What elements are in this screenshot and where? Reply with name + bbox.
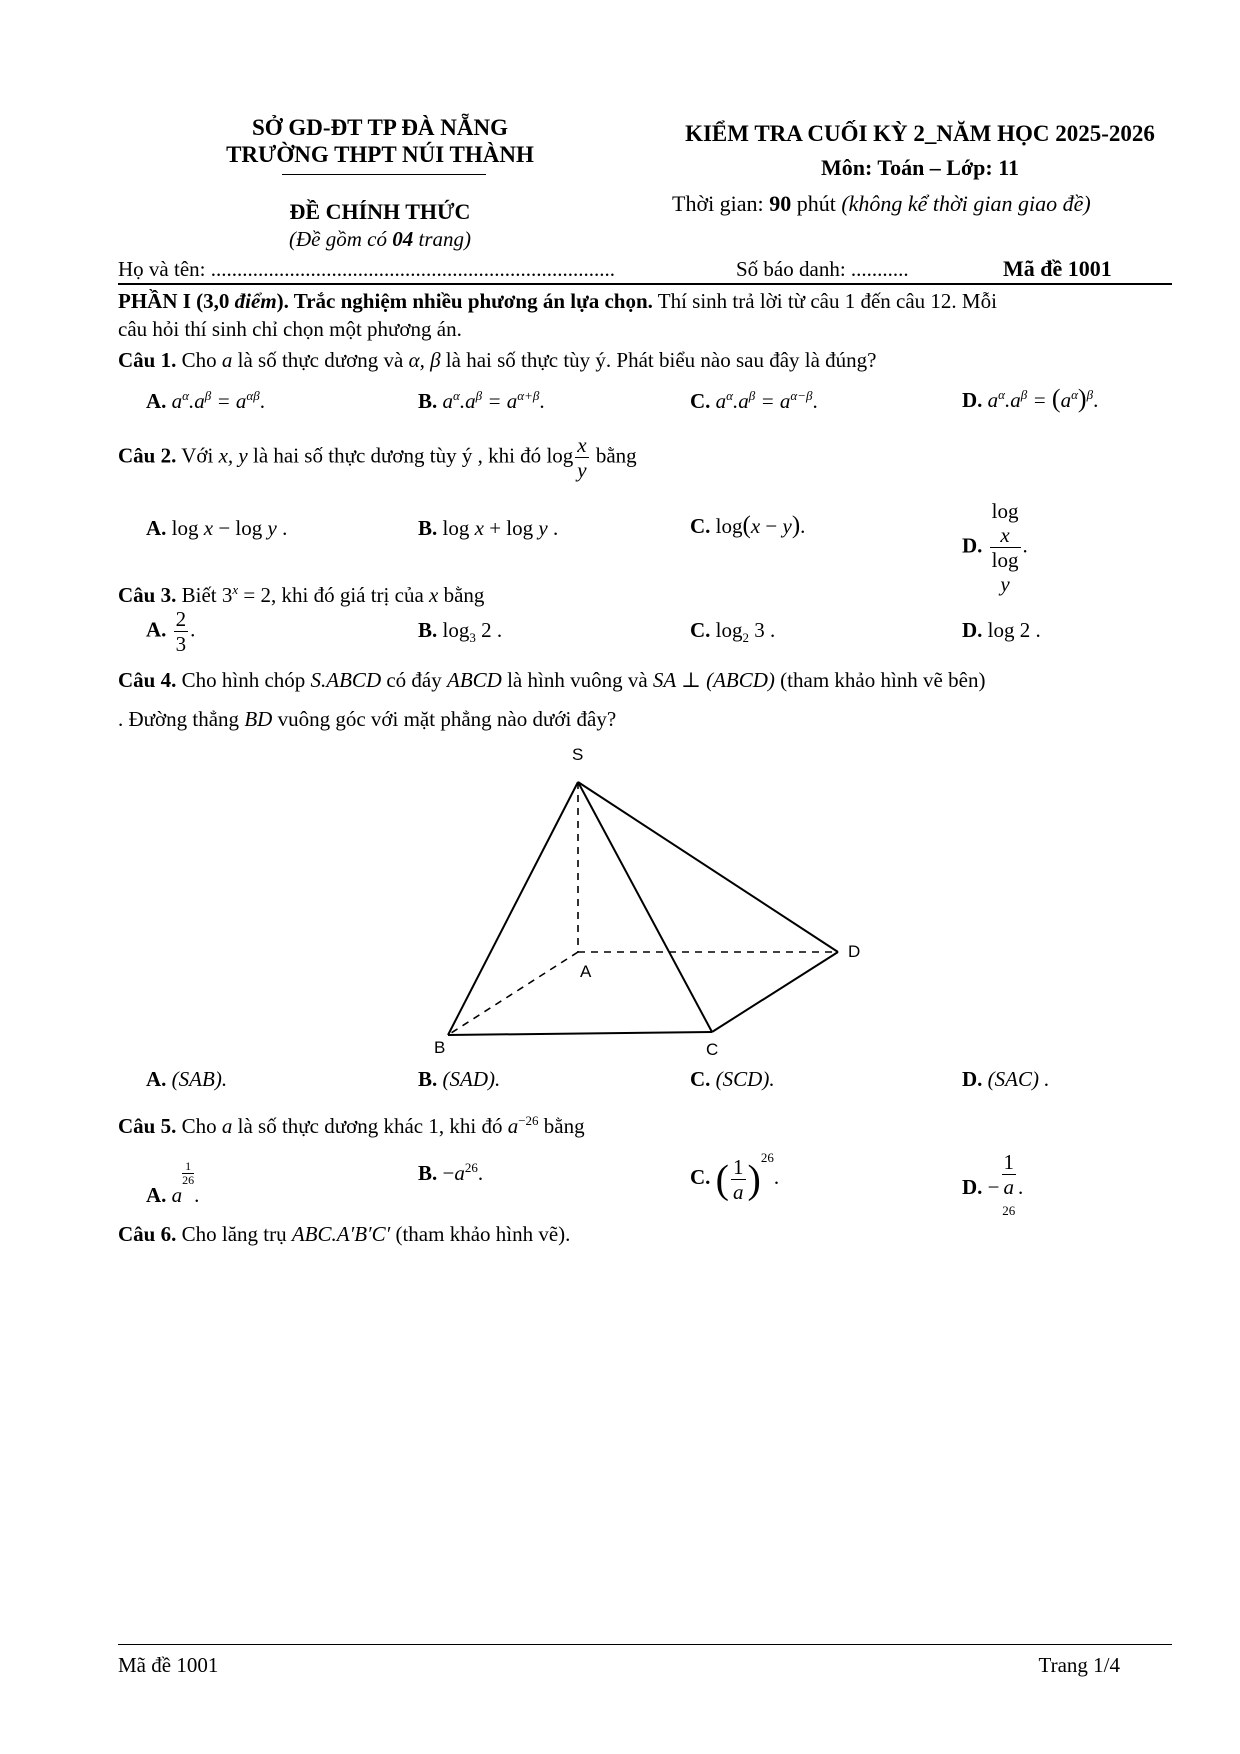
edge-sc	[578, 782, 712, 1032]
q2-option-b: B. log x + log y .	[418, 516, 559, 540]
vertex-label-a: A	[580, 962, 592, 981]
subject-line: Môn: Toán – Lớp: 11	[820, 155, 1020, 180]
question-4-line2: . Đường thẳng BD vuông góc với mặt phẳng nào dưới đây?	[118, 707, 617, 731]
pyramid-figure	[420, 740, 890, 1070]
q5-option-c: C. ( $\frac{1}{a}$ )$^{26}$.	[690, 1150, 780, 1204]
school-underline	[282, 174, 486, 175]
q1-option-c: C. $a^\alpha.a^\beta = a^{\alpha-\beta}$.	[690, 388, 818, 413]
candidate-number-field: Số báo danh: ...........	[736, 257, 909, 281]
vertex-label-c: C	[706, 1040, 719, 1059]
q2-option-d: D. log x log y .	[962, 499, 1028, 596]
part1-heading-line2: câu hỏi thí sinh chỉ chọn một phương án.	[118, 317, 462, 341]
page-count-note: (Đề gồm có 04 trang)	[289, 227, 471, 251]
school-name: TRƯỜNG THPT NÚI THÀNH	[226, 142, 534, 167]
footer-exam-code: Mã đề 1001	[118, 1653, 219, 1677]
q5-option-a: A. a $\frac{1}{26}$ .	[146, 1159, 200, 1207]
q4-option-a: A. (SAB).	[146, 1067, 228, 1091]
q5-option-d: D. − 1 a $^{26}$ .	[962, 1150, 1024, 1218]
department-name: SỞ GD-ĐT TP ĐÀ NẴNG	[251, 115, 509, 140]
q2-option-a: A. log x − log y .	[146, 516, 288, 540]
q2-option-c: C. log(x − y).	[690, 512, 806, 539]
edge-cd	[712, 952, 838, 1032]
vertex-label-b: B	[434, 1038, 446, 1057]
question-2: Câu 2. Với x, y là hai số thực dương tùy ý , khi đó log $\frac{x}{y}$ bằng	[118, 433, 637, 482]
question-3: Câu 3. Biết $3^x = 2$, khi đó giá trị của x bằng	[118, 582, 485, 607]
header-divider	[118, 283, 1172, 285]
q1-option-b: B. $a^\alpha.a^\beta = a^{\alpha+\beta}$.	[418, 388, 545, 413]
question-4: Câu 4. Cho hình chóp S.ABCD có đáy ABCD là hình vuông và SA ⊥ (ABCD) (tham khảo hình vẽ bên)	[118, 668, 986, 692]
footer-divider	[118, 1644, 1172, 1645]
question-1: Câu 1. Cho a là số thực dương và α, β là hai số thực tùy ý. Phát biểu nào sau đây là đúng?	[118, 348, 877, 372]
q4-option-b: B. (SAD).	[418, 1067, 501, 1091]
vertex-label-d: D	[848, 942, 861, 961]
exam-code: Mã đề 1001	[1003, 256, 1112, 281]
exam-title: KIỂM TRA CUỐI KỲ 2_NĂM HỌC 2025-2026	[685, 121, 1155, 146]
q1-option-d: D. $a^\alpha.a^\beta = (a^\alpha)^\beta$.	[962, 384, 1099, 413]
q3-option-c: C. $\log_2 3$ .	[690, 618, 776, 646]
vertex-label-s: S	[572, 745, 584, 764]
footer-page-number: Trang 1/4	[1038, 1653, 1120, 1677]
edge-bc	[448, 1032, 712, 1035]
question-5: Câu 5. Cho a là số thực dương khác 1, khi đó $a^{-26}$ bằng	[118, 1113, 585, 1138]
student-name-field: Họ và tên: .............................................................................	[118, 257, 615, 281]
q4-option-d: D. (SAC) .	[962, 1067, 1050, 1091]
q5-option-b: B. $-a^{26}$.	[418, 1160, 484, 1185]
edge-sb	[448, 782, 578, 1035]
question-6: Câu 6. Cho lăng trụ ABC.A′B′C′ (tham khảo hình vẽ).	[118, 1222, 571, 1246]
q3-option-a: A. $\frac{2}{3}$ .	[146, 607, 196, 656]
edge-ab-hidden	[448, 952, 578, 1035]
part1-heading: PHẦN I (3,0 điểm). Trắc nghiệm nhiều phương án lựa chọn. Thí sinh trả lời từ câu 1 đến câu 12. Mỗi	[118, 289, 997, 313]
q3-option-d: D. log 2 .	[962, 618, 1041, 642]
time-line: Thời gian: 90 phút (không kể thời gian giao đề)	[672, 191, 1091, 216]
edge-sd	[578, 782, 838, 952]
official-label: ĐỀ CHÍNH THỨC	[289, 199, 471, 224]
q1-option-a: A. $a^\alpha.a^\beta = a^{\alpha\beta}$.	[146, 388, 265, 413]
q3-option-b: B. $\log_3 2$ .	[418, 618, 503, 646]
q4-option-c: C. (SCD).	[690, 1067, 775, 1091]
